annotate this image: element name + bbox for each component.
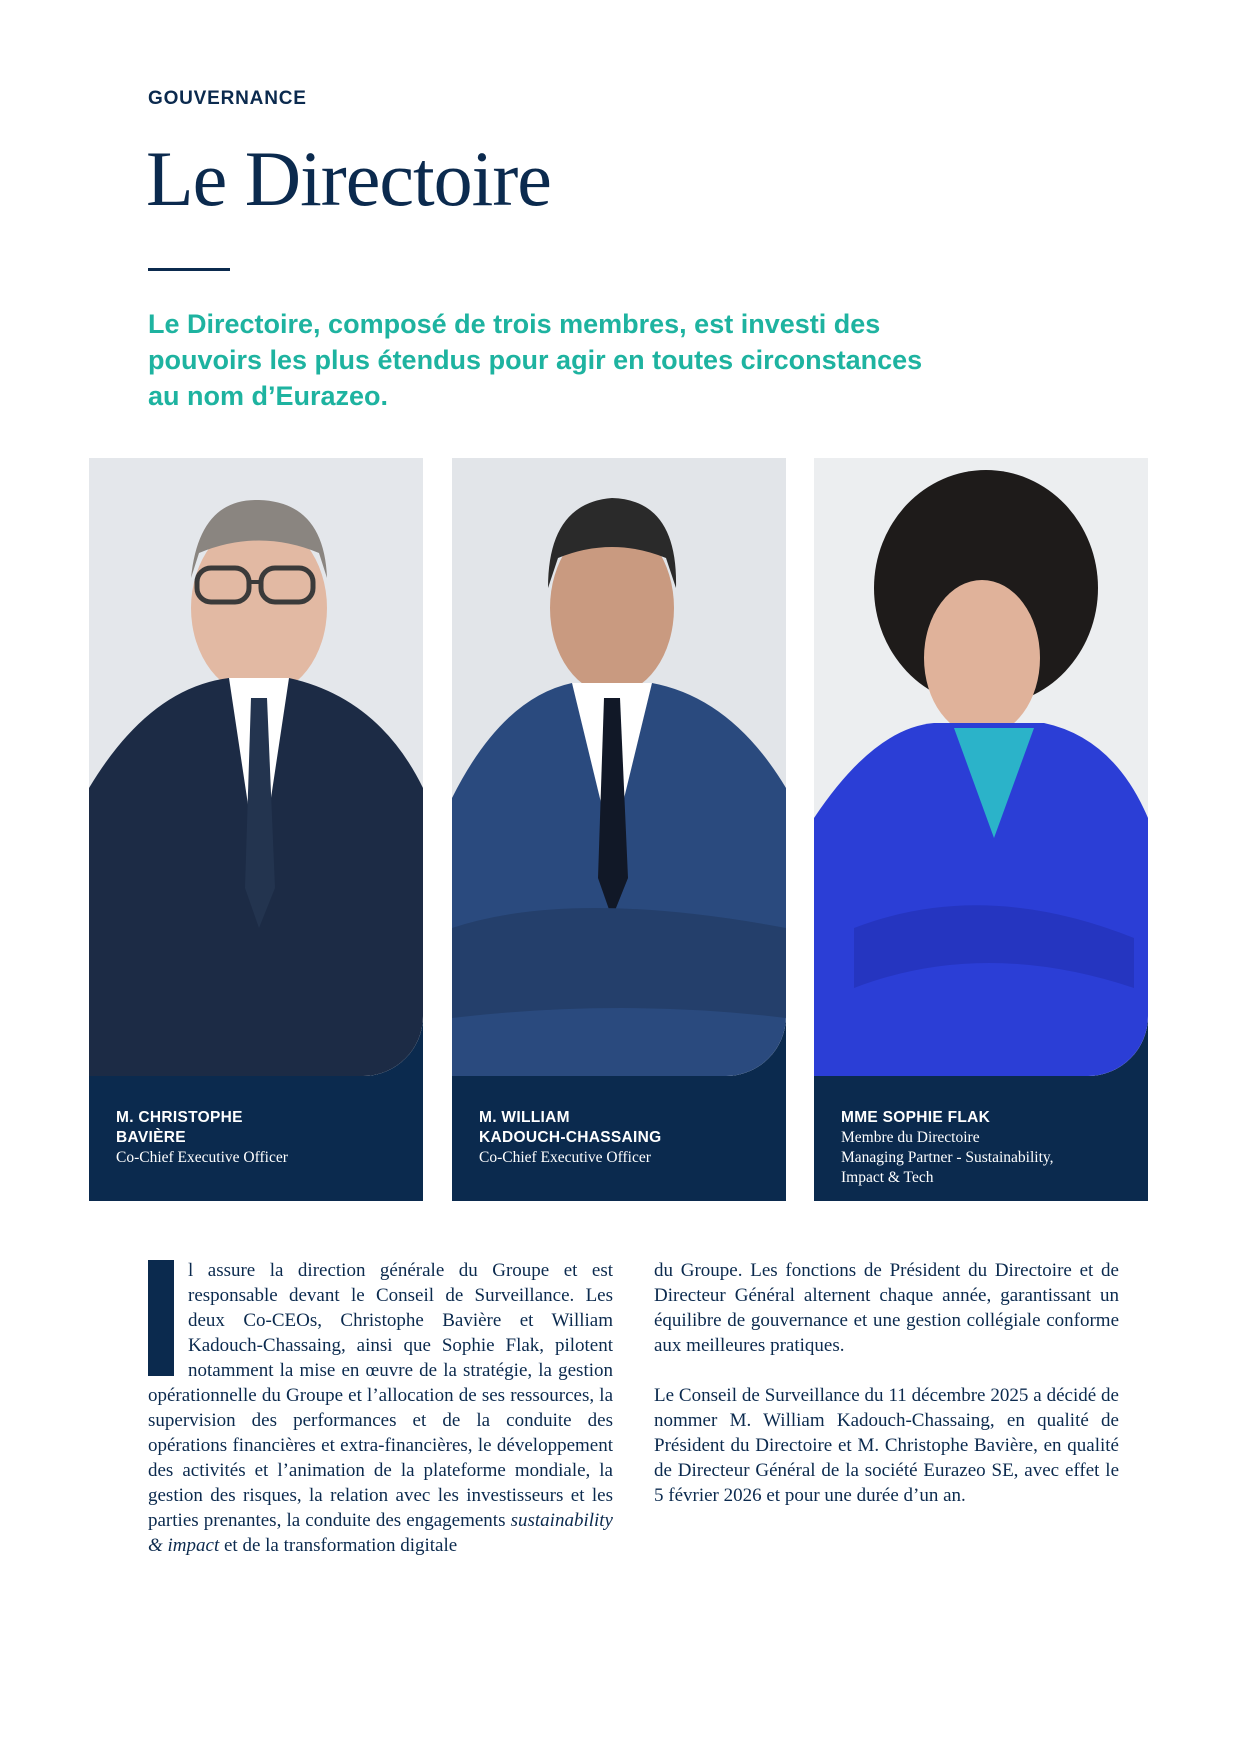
portrait-placeholder (814, 458, 1148, 1076)
body-emphasis: sustainability & impact (148, 1510, 613, 1556)
body-paragraph: du Groupe. Les fonctions de Président du Directoire et de Directeur Général alternent chaque année, garantissant un équilibre de gouvernance et une gestion collégiale conforme aux meilleures pratiques. (654, 1260, 1119, 1356)
page-title: Le Directoire (146, 135, 551, 222)
member-role: Co-Chief Executive Officer (116, 1149, 288, 1166)
member-photo (452, 458, 786, 1076)
body-text: l assure la direction générale du Groupe et est responsable devant le Conseil de Surveillance. Les deux Co-CEOs, Christophe Bavière et William Kadouch-Chassaing, ainsi que Sophie Flak, pilotent notamment la mise en œuvre de la stratégie, la gestion opérationnelle du Groupe et l’allocation de ses ressources, la supervision des performances et de la conduite des opérations financières et extra-financières, le développement des activités et l’animation de la plateforme mondiale, la gestion des risques, la relation avec les investisseurs et les parties prenantes, la conduite des engagements (148, 1260, 613, 1531)
member-role: Co-Chief Executive Officer (479, 1149, 651, 1166)
body-paragraph (148, 1258, 613, 1558)
member-photo (814, 458, 1148, 1076)
portrait-placeholder (89, 458, 423, 1076)
member-card-william-kadouch-chassaing (452, 458, 786, 1201)
section-label: GOUVERNANCE (148, 88, 307, 109)
member-name: M. CHRISTOPHE BAVIÈRE (116, 1109, 243, 1146)
portrait-placeholder (452, 458, 786, 1076)
card-caption (479, 1108, 769, 1168)
body-column-left (148, 1258, 613, 1558)
card-caption (116, 1108, 406, 1168)
member-role: Membre du Directoire Managing Partner - Sustainability, Impact & Tech (841, 1129, 1054, 1186)
member-photo (89, 458, 423, 1076)
member-name: M. WILLIAM KADOUCH-CHASSAING (479, 1109, 662, 1146)
title-divider (148, 268, 230, 271)
body-text-tail: et de la transformation digitale (219, 1535, 458, 1556)
body-column-right (654, 1258, 1119, 1508)
card-caption (841, 1108, 1131, 1188)
member-card-christophe-baviere (89, 458, 423, 1201)
dropcap-block (148, 1260, 174, 1376)
lead-paragraph: Le Directoire, composé de trois membres, est investi des pouvoirs les plus étendus pour agir en toutes circonstances au nom d’Eurazeo. (148, 309, 923, 411)
body-paragraph: Le Conseil de Surveillance du 11 décembre 2025 a décidé de nommer M. William Kadouch-Chassaing, en qualité de Président du Directoire et M. Christophe Bavière, en qualité de Directeur Général de la société Eurazeo SE, avec effet le 5 février 2026 et pour une durée d’un an. (654, 1385, 1119, 1506)
member-name: MME SOPHIE FLAK (841, 1109, 991, 1126)
member-card-sophie-flak (814, 458, 1148, 1201)
